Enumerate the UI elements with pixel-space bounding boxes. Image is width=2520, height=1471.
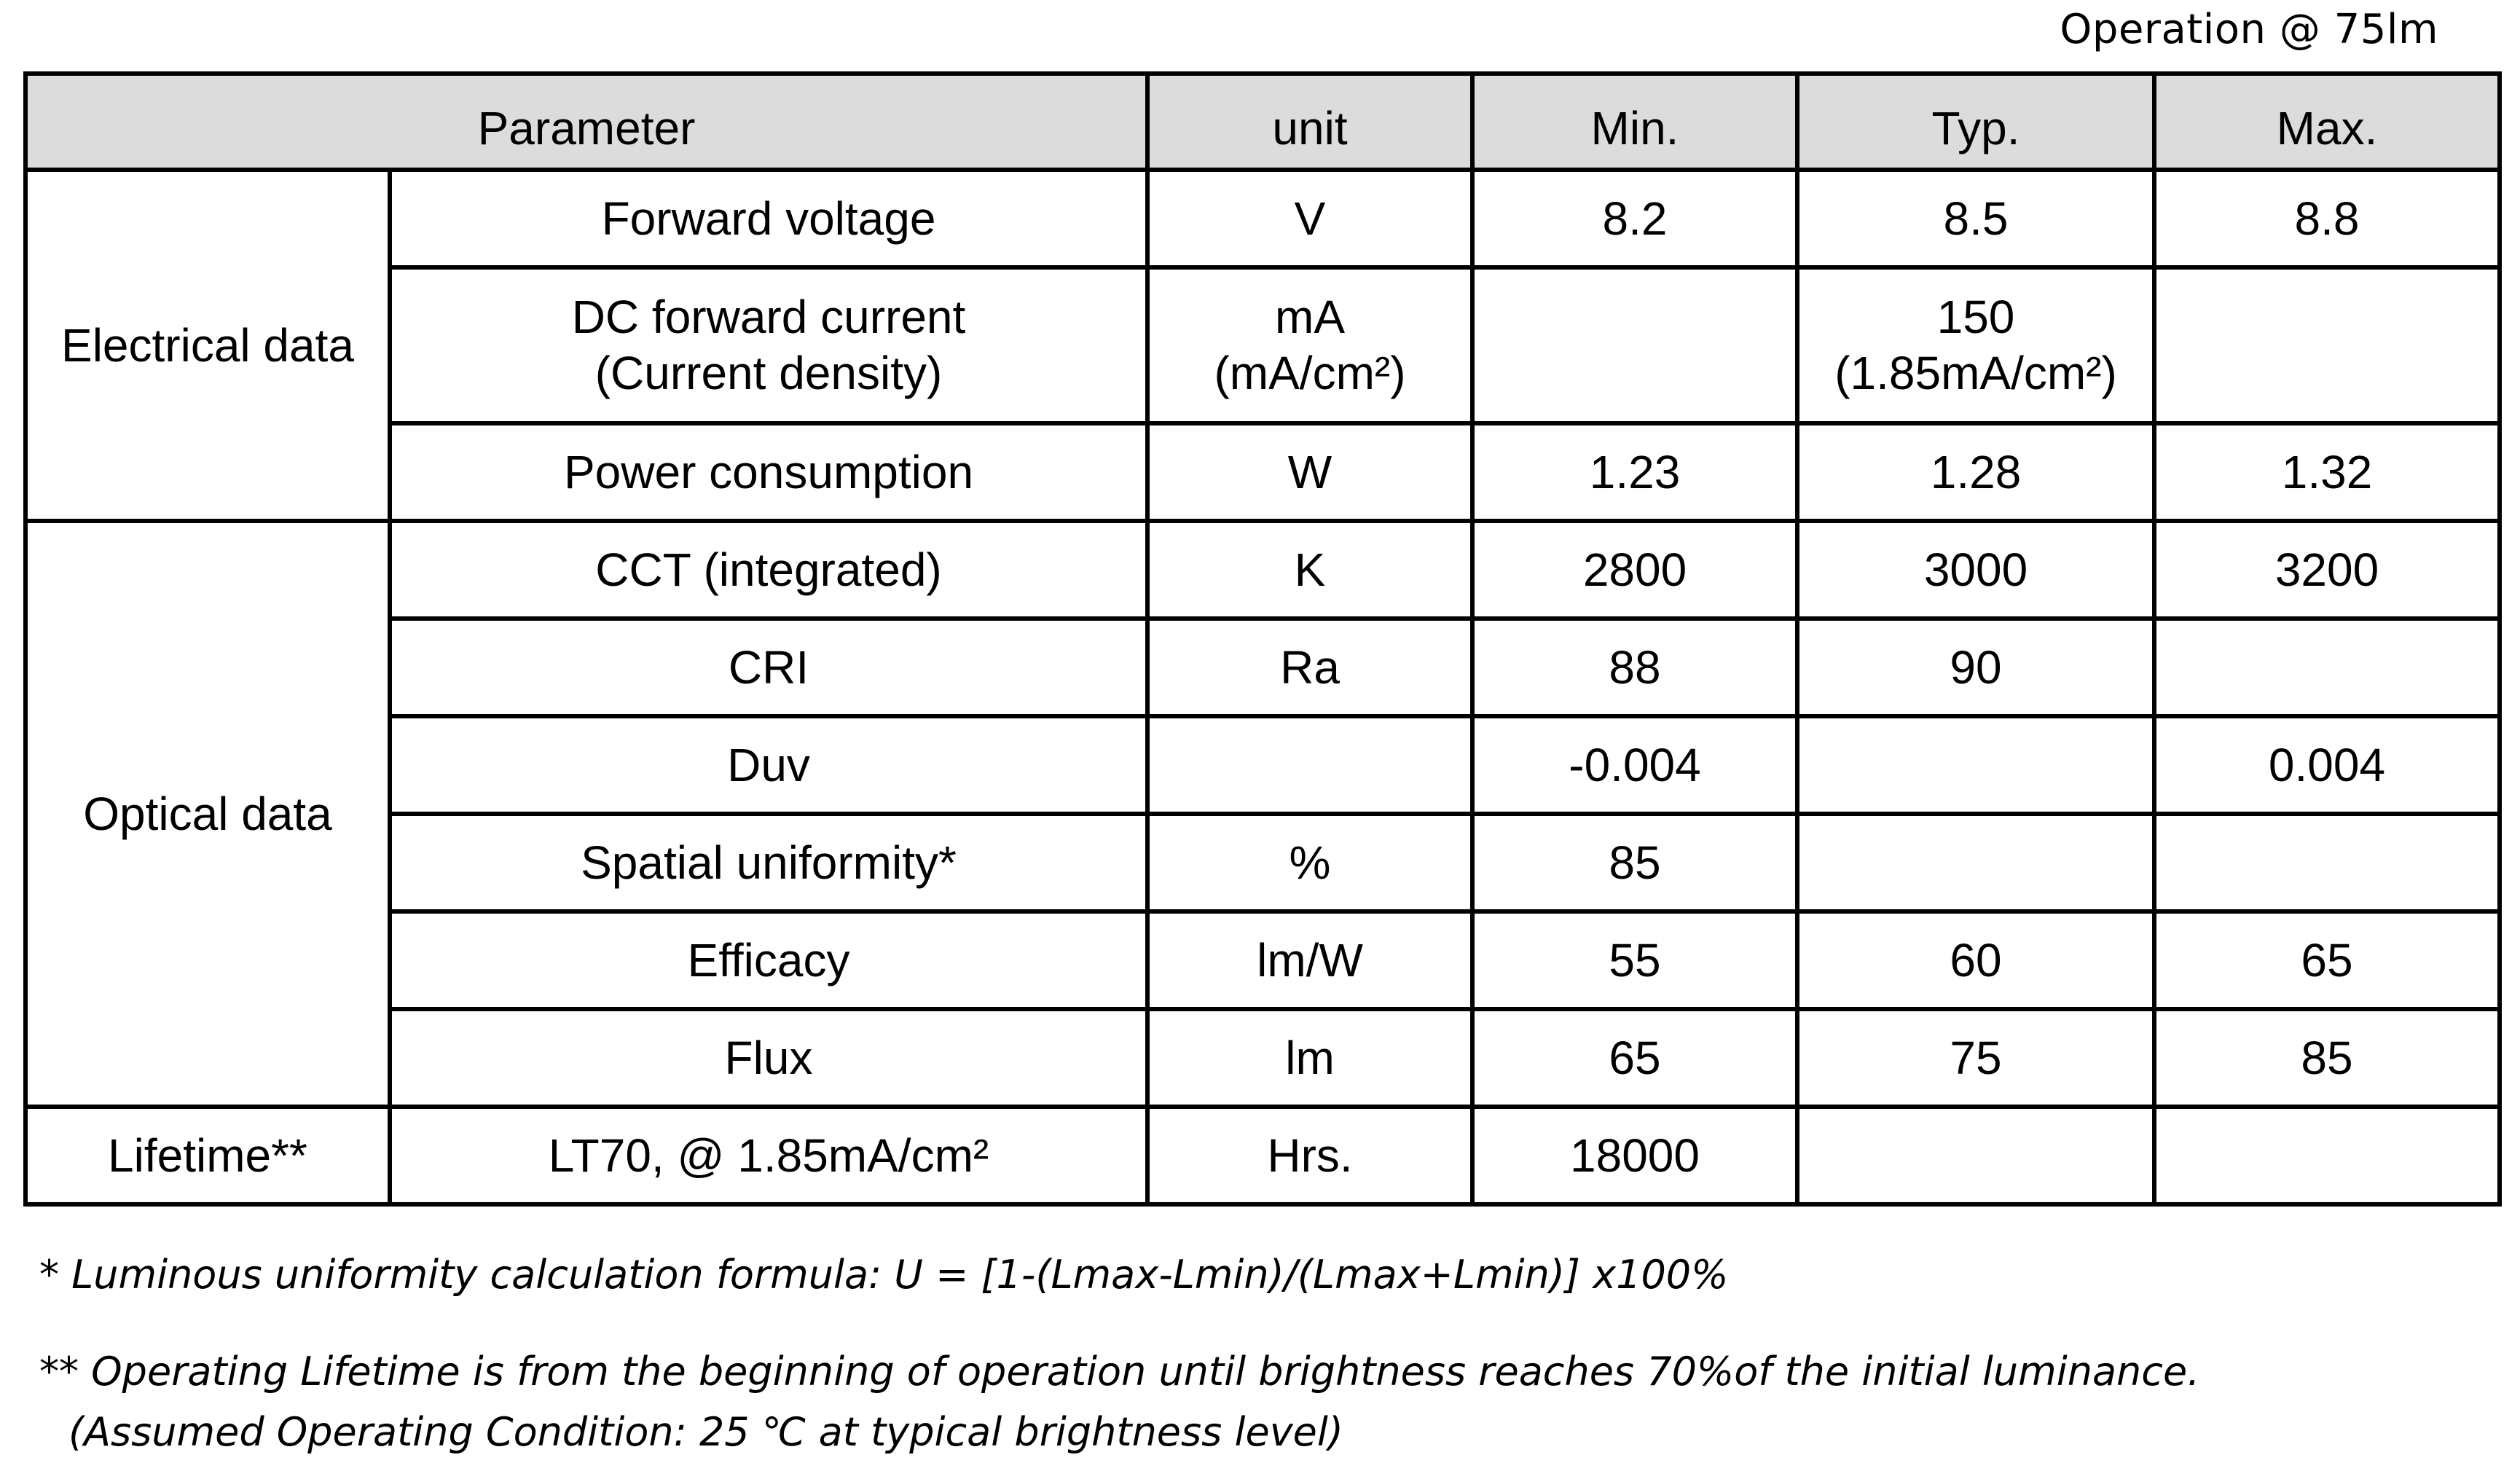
min-cell xyxy=(1472,267,1797,423)
max-cell xyxy=(2154,267,2500,423)
min-cell: 65 xyxy=(1472,1009,1797,1107)
max-cell xyxy=(2154,1107,2500,1204)
max-cell: 8.8 xyxy=(2154,170,2500,267)
min-cell: -0.004 xyxy=(1472,716,1797,814)
table-row xyxy=(25,911,2500,1009)
group-label-lifetime: Lifetime** xyxy=(25,1107,390,1204)
param-cell: Spatial uniformity* xyxy=(390,814,1147,911)
table-row xyxy=(25,423,2500,521)
max-cell: 3200 xyxy=(2154,521,2500,619)
param-cell: Duv xyxy=(390,716,1147,814)
param-line-1: DC forward current xyxy=(571,291,966,344)
table-header-row xyxy=(25,74,2500,170)
max-cell: 85 xyxy=(2154,1009,2500,1107)
min-cell: 1.23 xyxy=(1472,423,1797,521)
table-row xyxy=(25,1107,2500,1204)
max-cell: 0.004 xyxy=(2154,716,2500,814)
operation-condition-label: Operation @ 75lm xyxy=(2060,6,2438,53)
typ-line-1: 150 xyxy=(1936,291,2015,344)
param-cell: Power consumption xyxy=(390,423,1147,521)
typ-cell xyxy=(1797,267,2154,423)
unit-cell: W xyxy=(1147,423,1472,521)
header-min: Min. xyxy=(1472,74,1797,170)
typ-cell: 8.5 xyxy=(1797,170,2154,267)
param-cell: Efficacy xyxy=(390,911,1147,1009)
unit-line-2: (mA/cm²) xyxy=(1214,347,1406,399)
param-cell: CRI xyxy=(390,619,1147,716)
min-cell: 85 xyxy=(1472,814,1797,911)
param-cell: Forward voltage xyxy=(390,170,1147,267)
table-row xyxy=(25,170,2500,267)
typ-cell: 3000 xyxy=(1797,521,2154,619)
param-line-2: (Current density) xyxy=(594,347,943,399)
header-unit: unit xyxy=(1147,74,1472,170)
table-row xyxy=(25,814,2500,911)
unit-cell: lm xyxy=(1147,1009,1472,1107)
min-cell: 18000 xyxy=(1472,1107,1797,1204)
min-cell: 8.2 xyxy=(1472,170,1797,267)
unit-cell: lm/W xyxy=(1147,911,1472,1009)
max-cell: 65 xyxy=(2154,911,2500,1009)
typ-line-2: (1.85mA/cm²) xyxy=(1834,347,2117,399)
table-row xyxy=(25,1009,2500,1107)
header-typ: Typ. xyxy=(1797,74,2154,170)
group-label-electrical: Electrical data xyxy=(25,170,390,521)
unit-cell: Ra xyxy=(1147,619,1472,716)
param-cell: LT70, @ 1.85mA/cm² xyxy=(390,1107,1147,1204)
footnote-lifetime: ** Operating Lifetime is from the beginning of operation until brightness reaches 70%of the initial luminance. xyxy=(39,1349,2200,1394)
typ-cell: 60 xyxy=(1797,911,2154,1009)
typ-cell xyxy=(1797,1107,2154,1204)
footnote-uniformity: * Luminous uniformity calculation formula: U = [1-(Lmax-Lmin)/(Lmax+Lmin)] x100% xyxy=(39,1252,1729,1298)
min-cell: 88 xyxy=(1472,619,1797,716)
unit-cell: Hrs. xyxy=(1147,1107,1472,1204)
min-cell: 55 xyxy=(1472,911,1797,1009)
header-max: Max. xyxy=(2154,74,2500,170)
max-cell xyxy=(2154,814,2500,911)
table-row xyxy=(25,267,2500,423)
typ-cell xyxy=(1797,716,2154,814)
typ-cell: 90 xyxy=(1797,619,2154,716)
table-row xyxy=(25,521,2500,619)
typ-cell: 75 xyxy=(1797,1009,2154,1107)
specification-table xyxy=(23,71,2502,1207)
table-row xyxy=(25,619,2500,716)
max-cell: 1.32 xyxy=(2154,423,2500,521)
group-label-optical: Optical data xyxy=(25,521,390,1107)
unit-cell: V xyxy=(1147,170,1472,267)
typ-cell: 1.28 xyxy=(1797,423,2154,521)
unit-cell xyxy=(1147,267,1472,423)
min-cell: 2800 xyxy=(1472,521,1797,619)
unit-cell xyxy=(1147,716,1472,814)
typ-cell xyxy=(1797,814,2154,911)
param-cell xyxy=(390,267,1147,423)
max-cell xyxy=(2154,619,2500,716)
unit-cell: % xyxy=(1147,814,1472,911)
param-cell: CCT (integrated) xyxy=(390,521,1147,619)
footnote-condition: (Assumed Operating Condition: 25 ℃ at typical brightness level) xyxy=(68,1409,1343,1455)
unit-line-1: mA xyxy=(1275,291,1345,344)
table-row xyxy=(25,716,2500,814)
unit-cell: K xyxy=(1147,521,1472,619)
param-cell: Flux xyxy=(390,1009,1147,1107)
header-parameter: Parameter xyxy=(25,74,1147,170)
